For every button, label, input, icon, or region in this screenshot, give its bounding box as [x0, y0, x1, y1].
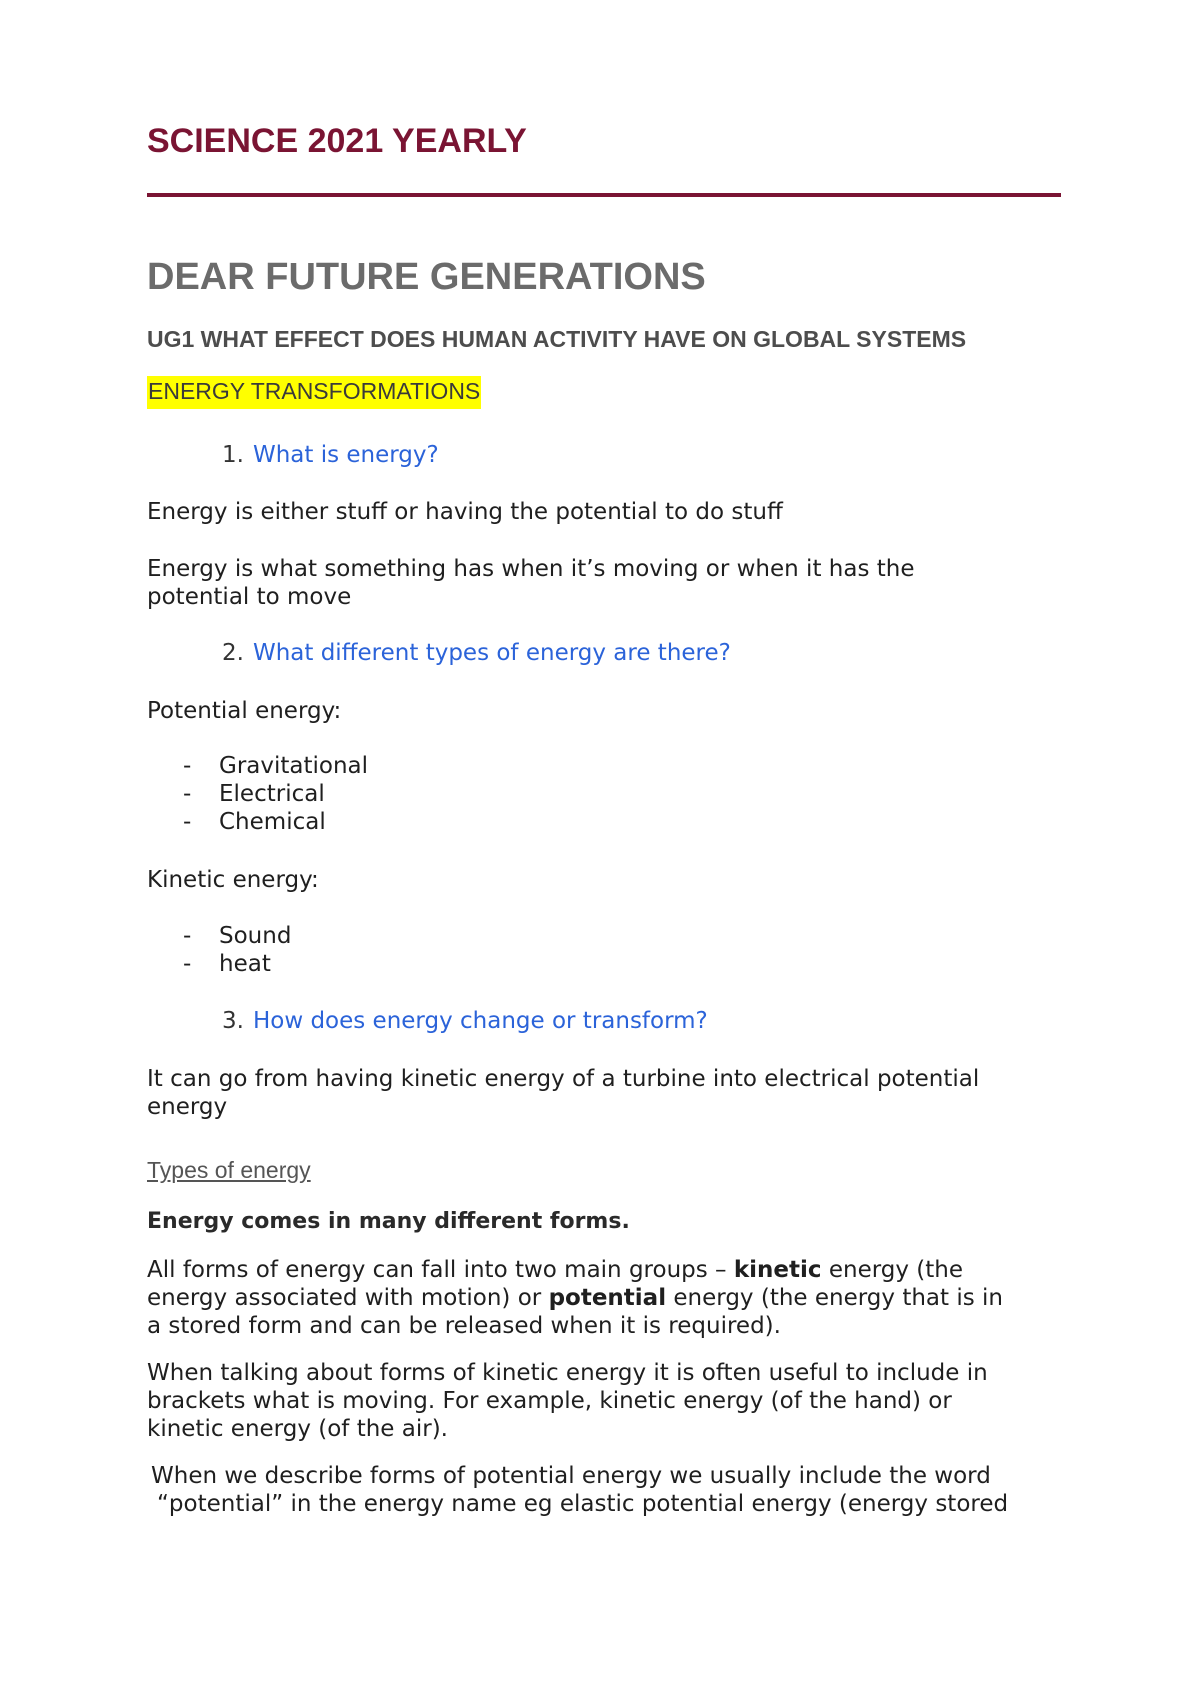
answer-1-paragraph-2-line-1: Energy is what something has when it’s moving or when it has the [147, 556, 915, 582]
kinetic-energy-label: Kinetic energy: [147, 867, 319, 893]
question-number: 2. [222, 640, 244, 666]
paragraph-2-line-1: When talking about forms of kinetic energy it is often useful to include in [147, 1360, 988, 1386]
paragraph-2-line-3: kinetic energy (of the air). [147, 1416, 448, 1442]
paragraph-1-line-1: All forms of energy can fall into two main groups – kinetic energy (the [147, 1257, 964, 1283]
list-item: - Sound [183, 923, 292, 949]
answer-3-line-2: energy [147, 1094, 228, 1120]
question-number: 3. [222, 1008, 244, 1034]
answer-1-paragraph-2-line-2: potential to move [147, 584, 352, 610]
kinetic-term: kinetic [733, 1257, 822, 1283]
question-number: 1. [222, 442, 244, 468]
list-item: - heat [183, 951, 271, 977]
question-3 [222, 1008, 708, 1034]
potential-energy-label: Potential energy: [147, 698, 342, 724]
topic-heading-highlighted: ENERGY TRANSFORMATIONS [147, 376, 481, 409]
forms-bold-statement: Energy comes in many different forms. [147, 1209, 630, 1234]
question-text: What different types of energy are there? [252, 640, 731, 666]
question-text: What is energy? [252, 442, 439, 468]
question-2 [222, 640, 731, 666]
answer-3-line-1: It can go from having kinetic energy of a turbine into electrical potential [147, 1066, 980, 1092]
paragraph-2-line-2: brackets what is moving. For example, kinetic energy (of the hand) or [147, 1388, 952, 1414]
document-title: SCIENCE 2021 YEARLY [147, 122, 527, 160]
question-1 [222, 442, 439, 468]
list-item: - Electrical [183, 781, 325, 807]
question-text: How does energy change or transform? [252, 1008, 708, 1034]
list-item: - Gravitational [183, 753, 369, 779]
main-heading: DEAR FUTURE GENERATIONS [147, 256, 706, 298]
paragraph-1-line-3: a stored form and can be released when it is required). [147, 1313, 781, 1339]
list-item: - Chemical [183, 809, 326, 835]
title-divider [147, 193, 1061, 197]
types-of-energy-heading: Types of energy [147, 1157, 311, 1183]
answer-1-paragraph-1: Energy is either stuff or having the potential to do stuff [147, 499, 783, 525]
paragraph-3-line-1: When we describe forms of potential energy we usually include the word [151, 1463, 991, 1489]
potential-term: potential [548, 1285, 667, 1311]
paragraph-3-line-2: “potential” in the energy name eg elastic potential energy (energy stored [157, 1491, 1009, 1517]
unit-heading: UG1 WHAT EFFECT DOES HUMAN ACTIVITY HAVE ON GLOBAL SYSTEMS [147, 326, 967, 352]
paragraph-1-line-2: energy associated with motion) or potential energy (the energy that is in [147, 1285, 1003, 1311]
